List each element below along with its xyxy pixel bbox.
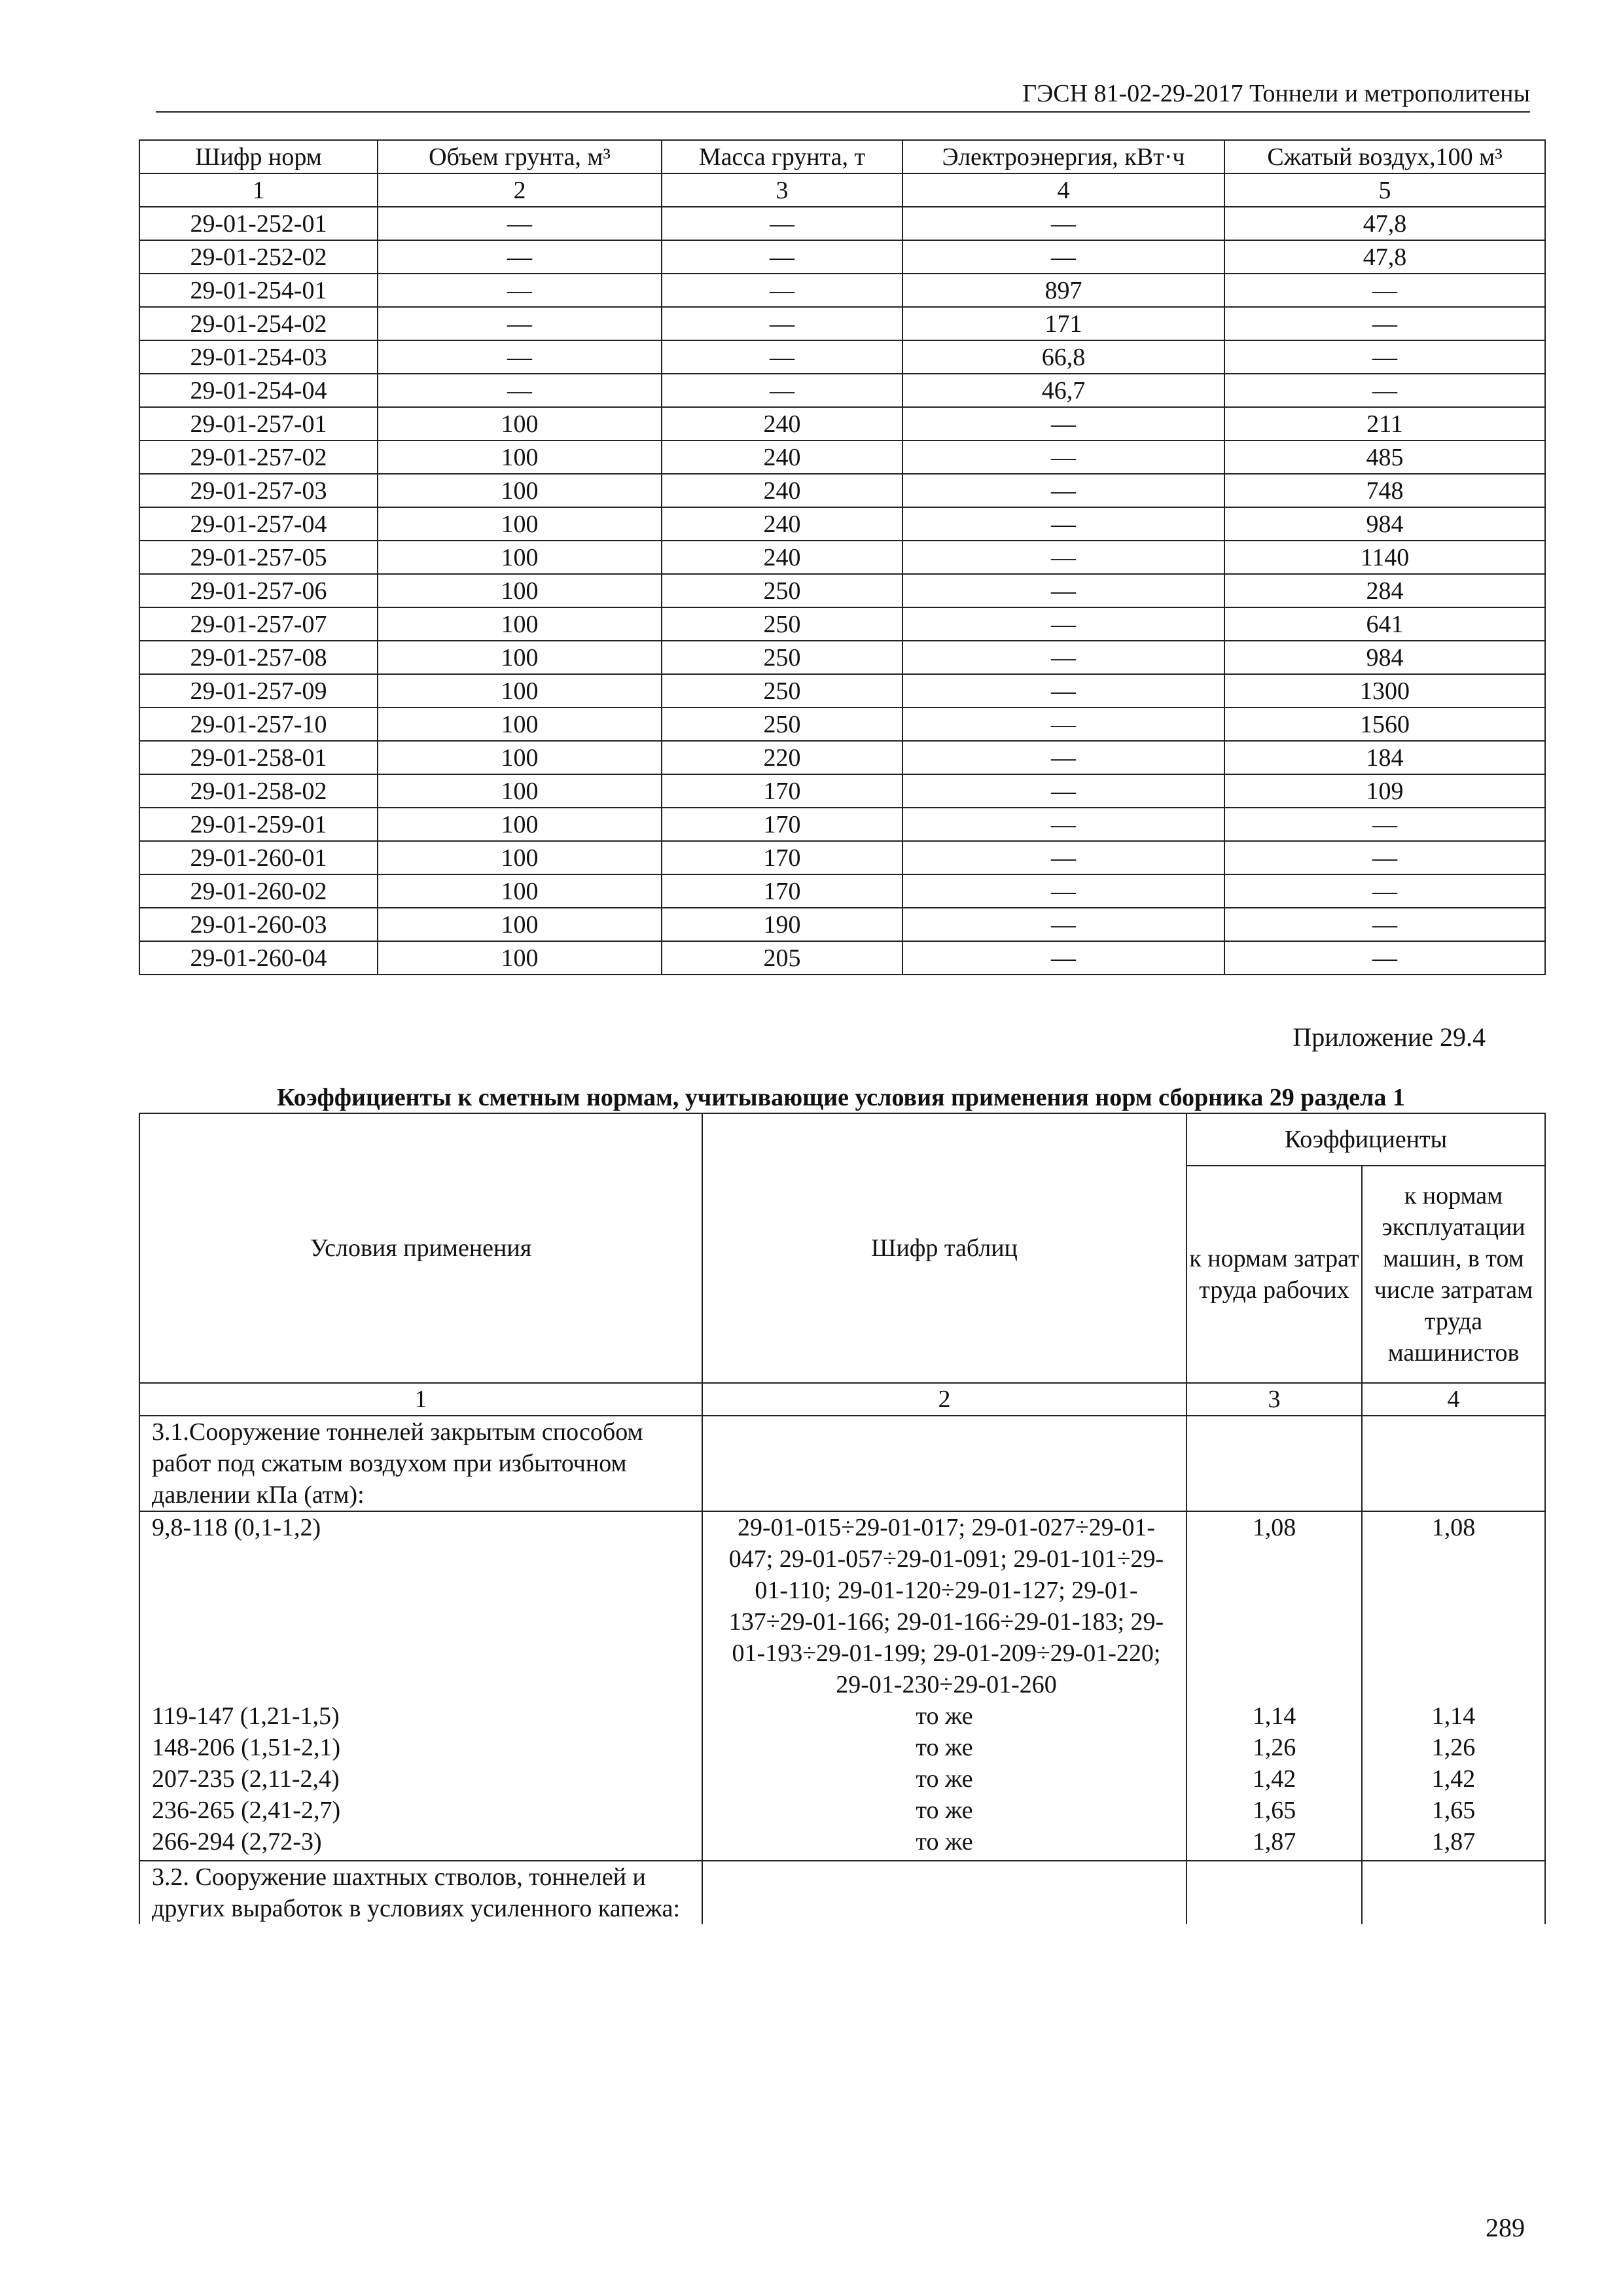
norm-code-cell: 29-01-257-10	[139, 708, 378, 741]
soil-mass-cell: —	[662, 274, 902, 307]
electricity-cell: —	[902, 440, 1224, 474]
soil-mass-cell: 250	[662, 708, 902, 741]
coefficients-table-title: Коэффициенты к сметным нормам, учитывающие условия применения норм сборника 29 раздела 1	[277, 1084, 1405, 1111]
section-row	[139, 1861, 1545, 1924]
table-row	[139, 1826, 1545, 1861]
column-header: Объем грунта, м³	[378, 140, 662, 173]
soil-mass-cell: 170	[662, 841, 902, 874]
labor-coefficient-cell: 1,87	[1186, 1826, 1362, 1861]
table-row	[139, 874, 1545, 908]
compressed-air-cell: —	[1224, 307, 1545, 340]
soil-mass-cell: —	[662, 240, 902, 274]
soil-volume-cell: 100	[378, 574, 662, 607]
soil-volume-cell: 100	[378, 908, 662, 941]
norm-code-cell: 29-01-257-05	[139, 541, 378, 574]
norm-code-cell: 29-01-254-01	[139, 274, 378, 307]
soil-volume-cell: 100	[378, 741, 662, 774]
soil-volume-cell: —	[378, 374, 662, 407]
electricity-cell: —	[902, 808, 1224, 841]
norm-code-cell: 29-01-257-08	[139, 641, 378, 674]
electricity-cell: —	[902, 607, 1224, 641]
compressed-air-cell: 485	[1224, 440, 1545, 474]
compressed-air-cell: 109	[1224, 774, 1545, 808]
table-row	[139, 1511, 1545, 1700]
soil-mass-cell: —	[662, 207, 902, 240]
soil-volume-cell: —	[378, 307, 662, 340]
column-header: Электроэнергия, кВт·ч	[902, 140, 1224, 173]
condition-cell: 236-265 (2,41-2,7)	[139, 1795, 702, 1826]
column-number: 5	[1224, 173, 1545, 207]
labor-coefficient-cell: 1,08	[1186, 1511, 1362, 1700]
compressed-air-cell: —	[1224, 841, 1545, 874]
soil-mass-cell: —	[662, 340, 902, 374]
electricity-cell: —	[902, 574, 1224, 607]
condition-cell: 148-206 (1,51-2,1)	[139, 1732, 702, 1763]
compressed-air-cell: —	[1224, 374, 1545, 407]
table-row	[139, 841, 1545, 874]
compressed-air-cell: 984	[1224, 641, 1545, 674]
norm-code-cell: 29-01-252-02	[139, 240, 378, 274]
labor-coefficient-cell: 1,42	[1186, 1763, 1362, 1795]
electricity-cell: 171	[902, 307, 1224, 340]
soil-mass-cell: 250	[662, 641, 902, 674]
compressed-air-cell: 47,8	[1224, 207, 1545, 240]
norm-code-cell: 29-01-257-09	[139, 674, 378, 708]
column-number-row	[139, 1383, 1545, 1416]
soil-volume-cell: 100	[378, 541, 662, 574]
codes-cell: 29-01-015÷29-01-017; 29-01-027÷29-01-047; 29-01-057÷29-01-091; 29-01-101÷29-01-110; 29-01-120÷29-01-127; 29-01-137÷29-01-166; 29-01-166÷29-01-183; 29-01-193÷29-01-199; 29-01-209÷29-01-220; 29-01-230÷29-01-260	[702, 1511, 1186, 1700]
norm-code-cell: 29-01-257-01	[139, 407, 378, 440]
column-number-row	[139, 173, 1545, 207]
column-number: 3	[662, 173, 902, 207]
norm-code-cell: 29-01-260-02	[139, 874, 378, 908]
table-row	[139, 641, 1545, 674]
electricity-cell: —	[902, 407, 1224, 440]
soil-mass-cell: —	[662, 307, 902, 340]
table-row	[139, 1795, 1545, 1826]
electricity-cell: —	[902, 474, 1224, 507]
compressed-air-cell: 1300	[1224, 674, 1545, 708]
norm-code-cell: 29-01-260-04	[139, 941, 378, 975]
soil-mass-cell: —	[662, 374, 902, 407]
labor-coefficient-header: к нормам затрат труда рабочих	[1186, 1166, 1362, 1383]
soil-volume-cell: 100	[378, 507, 662, 541]
soil-mass-cell: 170	[662, 774, 902, 808]
compressed-air-cell: —	[1224, 874, 1545, 908]
table-row	[139, 808, 1545, 841]
codes-cell: то же	[702, 1763, 1186, 1795]
table-row	[139, 440, 1545, 474]
soil-volume-cell: —	[378, 240, 662, 274]
soil-volume-cell: 100	[378, 407, 662, 440]
resources-table-body	[139, 207, 1545, 975]
condition-cell: 266-294 (2,72-3)	[139, 1826, 702, 1861]
table-row	[139, 908, 1545, 941]
norm-code-cell: 29-01-254-03	[139, 340, 378, 374]
table-row	[139, 307, 1545, 340]
resources-table	[139, 139, 1546, 975]
soil-mass-cell: 240	[662, 407, 902, 440]
norm-code-cell: 29-01-257-06	[139, 574, 378, 607]
column-number: 3	[1186, 1383, 1362, 1416]
coefficients-header: Коэффициенты	[1186, 1113, 1545, 1166]
soil-volume-cell: —	[378, 207, 662, 240]
labor-coefficient-cell: 1,65	[1186, 1795, 1362, 1826]
soil-mass-cell: 250	[662, 674, 902, 708]
soil-volume-cell: 100	[378, 674, 662, 708]
empty-cell	[1362, 1416, 1545, 1511]
norm-code-cell: 29-01-258-01	[139, 741, 378, 774]
table-row	[139, 407, 1545, 440]
electricity-cell: —	[902, 774, 1224, 808]
soil-volume-cell: 100	[378, 841, 662, 874]
soil-mass-cell: 240	[662, 507, 902, 541]
codes-header: Шифр таблиц	[702, 1113, 1186, 1383]
compressed-air-cell: —	[1224, 340, 1545, 374]
electricity-cell: 46,7	[902, 374, 1224, 407]
norm-code-cell: 29-01-252-01	[139, 207, 378, 240]
codes-cell: то же	[702, 1700, 1186, 1732]
electricity-cell: —	[902, 240, 1224, 274]
column-header: Сжатый воздух,100 м³	[1224, 140, 1545, 173]
compressed-air-cell: —	[1224, 941, 1545, 975]
table-row	[139, 274, 1545, 307]
codes-cell: то же	[702, 1732, 1186, 1763]
machine-coefficient-header: к нормам эксплуатации машин, в том числе затратам труда машинистов	[1362, 1166, 1545, 1383]
soil-volume-cell: 100	[378, 708, 662, 741]
section-title: 3.1.Сооружение тоннелей закрытым способом работ под сжатым воздухом при избыточном давлении кПа (атм):	[139, 1416, 702, 1511]
electricity-cell: —	[902, 941, 1224, 975]
electricity-cell: —	[902, 207, 1224, 240]
column-header: Масса грунта, т	[662, 140, 902, 173]
norm-code-cell: 29-01-254-02	[139, 307, 378, 340]
soil-volume-cell: 100	[378, 774, 662, 808]
page-number: 289	[1486, 2213, 1525, 2242]
compressed-air-cell: 211	[1224, 407, 1545, 440]
table-row	[139, 1763, 1545, 1795]
table-header-row	[139, 140, 1545, 173]
table-row	[139, 240, 1545, 274]
compressed-air-cell: —	[1224, 274, 1545, 307]
column-header: Шифр норм	[139, 140, 378, 173]
compressed-air-cell: 184	[1224, 741, 1545, 774]
coefficients-table	[139, 1113, 1546, 1924]
norm-code-cell: 29-01-259-01	[139, 808, 378, 841]
soil-volume-cell: 100	[378, 440, 662, 474]
codes-cell: то же	[702, 1826, 1186, 1861]
electricity-cell: —	[902, 641, 1224, 674]
column-number: 2	[702, 1383, 1186, 1416]
soil-volume-cell: 100	[378, 474, 662, 507]
soil-volume-cell: 100	[378, 808, 662, 841]
table-row	[139, 474, 1545, 507]
empty-cell	[702, 1416, 1186, 1511]
section-row	[139, 1416, 1545, 1511]
compressed-air-cell: 284	[1224, 574, 1545, 607]
soil-mass-cell: 170	[662, 874, 902, 908]
column-number: 1	[139, 173, 378, 207]
table-row	[139, 374, 1545, 407]
electricity-cell: —	[902, 507, 1224, 541]
compressed-air-cell: 47,8	[1224, 240, 1545, 274]
soil-mass-cell: 240	[662, 474, 902, 507]
empty-cell	[1186, 1416, 1362, 1511]
electricity-cell: —	[902, 708, 1224, 741]
column-number: 4	[1362, 1383, 1545, 1416]
empty-cell	[1186, 1861, 1362, 1924]
condition-cell: 9,8-118 (0,1-1,2)	[139, 1511, 702, 1700]
table-row	[139, 774, 1545, 808]
table-row	[139, 541, 1545, 574]
soil-volume-cell: 100	[378, 607, 662, 641]
soil-mass-cell: 205	[662, 941, 902, 975]
running-header: ГЭСН 81-02-29-2017 Тоннели и метрополитены	[156, 77, 1530, 113]
table-header-row	[139, 1113, 1545, 1166]
compressed-air-cell: —	[1224, 808, 1545, 841]
machine-coefficient-cell: 1,14	[1362, 1700, 1545, 1732]
soil-mass-cell: 240	[662, 541, 902, 574]
column-number: 1	[139, 1383, 702, 1416]
machine-coefficient-cell: 1,26	[1362, 1732, 1545, 1763]
electricity-cell: —	[902, 541, 1224, 574]
norm-code-cell: 29-01-254-04	[139, 374, 378, 407]
electricity-cell: 897	[902, 274, 1224, 307]
empty-cell	[702, 1861, 1186, 1924]
table-row	[139, 741, 1545, 774]
soil-mass-cell: 170	[662, 808, 902, 841]
table-row	[139, 674, 1545, 708]
appendix-label: Приложение 29.4	[1293, 1022, 1486, 1052]
column-number: 2	[378, 173, 662, 207]
soil-volume-cell: —	[378, 274, 662, 307]
electricity-cell: —	[902, 674, 1224, 708]
soil-mass-cell: 190	[662, 908, 902, 941]
compressed-air-cell: 748	[1224, 474, 1545, 507]
norm-code-cell: 29-01-258-02	[139, 774, 378, 808]
pressure-rows	[139, 1511, 1545, 1861]
soil-volume-cell: 100	[378, 941, 662, 975]
table-row	[139, 607, 1545, 641]
conditions-header: Условия применения	[139, 1113, 702, 1383]
soil-mass-cell: 250	[662, 574, 902, 607]
table-row	[139, 1700, 1545, 1732]
table-row	[139, 941, 1545, 975]
soil-mass-cell: 240	[662, 440, 902, 474]
soil-volume-cell: 100	[378, 641, 662, 674]
norm-code-cell: 29-01-257-07	[139, 607, 378, 641]
electricity-cell: —	[902, 741, 1224, 774]
electricity-cell: 66,8	[902, 340, 1224, 374]
codes-cell: то же	[702, 1795, 1186, 1826]
compressed-air-cell: 641	[1224, 607, 1545, 641]
compressed-air-cell: 1140	[1224, 541, 1545, 574]
electricity-cell: —	[902, 841, 1224, 874]
norm-code-cell: 29-01-257-04	[139, 507, 378, 541]
norm-code-cell: 29-01-260-03	[139, 908, 378, 941]
compressed-air-cell: 984	[1224, 507, 1545, 541]
machine-coefficient-cell: 1,08	[1362, 1511, 1545, 1700]
soil-volume-cell: —	[378, 340, 662, 374]
norm-code-cell: 29-01-257-02	[139, 440, 378, 474]
section-title: 3.2. Сооружение шахтных стволов, тоннелей и других выработок в условиях усиленного капежа:	[139, 1861, 702, 1924]
table-row	[139, 207, 1545, 240]
soil-volume-cell: 100	[378, 874, 662, 908]
norm-code-cell: 29-01-257-03	[139, 474, 378, 507]
electricity-cell: —	[902, 908, 1224, 941]
compressed-air-cell: —	[1224, 908, 1545, 941]
labor-coefficient-cell: 1,14	[1186, 1700, 1362, 1732]
soil-mass-cell: 250	[662, 607, 902, 641]
condition-cell: 207-235 (2,11-2,4)	[139, 1763, 702, 1795]
table-row	[139, 708, 1545, 741]
labor-coefficient-cell: 1,26	[1186, 1732, 1362, 1763]
electricity-cell: —	[902, 874, 1224, 908]
machine-coefficient-cell: 1,42	[1362, 1763, 1545, 1795]
machine-coefficient-cell: 1,65	[1362, 1795, 1545, 1826]
table-row	[139, 507, 1545, 541]
soil-mass-cell: 220	[662, 741, 902, 774]
table-row	[139, 1732, 1545, 1763]
compressed-air-cell: 1560	[1224, 708, 1545, 741]
table-row	[139, 340, 1545, 374]
machine-coefficient-cell: 1,87	[1362, 1826, 1545, 1861]
condition-cell: 119-147 (1,21-1,5)	[139, 1700, 702, 1732]
table-row	[139, 574, 1545, 607]
column-number: 4	[902, 173, 1224, 207]
norm-code-cell: 29-01-260-01	[139, 841, 378, 874]
empty-cell	[1362, 1861, 1545, 1924]
